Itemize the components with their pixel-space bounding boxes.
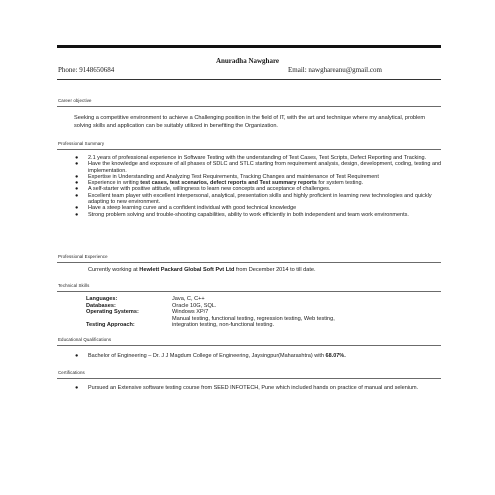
section-rule xyxy=(57,291,441,292)
header-bottom-rule xyxy=(57,79,441,80)
candidate-name: Anuradha Nawghare xyxy=(215,57,280,65)
section-title-technical-skills: Technical Skills xyxy=(58,283,90,288)
bullet-icon: ● xyxy=(75,353,79,359)
bullet-icon: ● xyxy=(75,205,79,212)
section-title-certifications: Certifications xyxy=(58,370,85,375)
section-title-educational-qualifications: Educational Qualifications xyxy=(58,337,112,342)
skills-table xyxy=(86,296,434,329)
summary-item: ● Experience in writing test cases, test scenarios, defect reports and Test summary reports for system testing. xyxy=(75,180,364,187)
education-list xyxy=(62,353,442,359)
summary-item: ● Excellent team player with excellent interpersonal, analytical, presentation skills and highly proficient in learning new technologies and quickly adapting to new environment. xyxy=(75,192,432,206)
section-title-professional-experience: Professional Experience xyxy=(58,254,108,259)
company-name: Hewlett Packard Global Soft Pvt Ltd xyxy=(139,267,235,273)
bullet-icon: ● xyxy=(75,161,79,168)
skill-row: Manual testing, functional testing, regression testing, Web testing, xyxy=(172,315,335,322)
section-rule xyxy=(57,106,441,107)
career-objective-text: Seeking a competitive environment to achieve a Challenging position in the field of IT, with the art and technique where my analytical, problem solving skills and application can be suitably utilized in benefiting the Organization. xyxy=(74,115,426,129)
section-rule xyxy=(57,378,441,379)
bullet-icon: ● xyxy=(75,180,79,187)
bullet-icon: ● xyxy=(75,385,79,391)
bullet-icon: ● xyxy=(75,192,79,199)
experience-text: Currently working at Hewlett Packard Global Soft Pvt Ltd from December 2014 to till date. xyxy=(88,267,316,273)
phone-number: Phone: 9148650684 xyxy=(58,66,115,74)
certification-item: ● Pursued an Extensive software testing course from SEED INFOTECH, Pune which included hands on practice of manual and selenium. xyxy=(75,385,419,391)
bullet-icon: ● xyxy=(75,155,79,161)
skill-row: Testing Approach: integration testing, non-functional testing. xyxy=(86,322,274,329)
summary-item: ● Expertise in Understanding and Analyzing Test Requirements, Tracking Changes and maintenance of Test Requirement xyxy=(75,173,379,180)
section-title-career-objective: Career objective xyxy=(58,98,92,103)
section-title-professional-summary: Professional Summary xyxy=(58,141,105,146)
certification-list xyxy=(62,385,442,391)
summary-list xyxy=(62,155,442,218)
skill-row: Databases: Oracle 10G, SQL. xyxy=(86,302,217,309)
bullet-icon: ● xyxy=(75,173,79,180)
education-item: ● Bachelor of Engineering – Dr. J J Magdum College of Engineering, Jaysingpur(Maharashtra) with 68.07%. xyxy=(75,353,346,359)
summary-item: ● A self-starter with positive attitude, willingness to learn new concepts and acceptance of challenges. xyxy=(75,186,331,193)
section-rule xyxy=(57,345,441,346)
bullet-icon: ● xyxy=(75,186,79,193)
header-top-rule xyxy=(57,45,441,48)
skill-row: Languages: Java, C, C++ xyxy=(86,296,205,302)
skill-row: Operating Systems: Windows XP/7 xyxy=(86,309,209,316)
summary-item: ● Strong problem solving and trouble-shooting capabilities, ability to work efficiently in both independent and team work environments. xyxy=(75,211,409,218)
section-rule xyxy=(57,149,441,150)
summary-item: ● 2.1 years of professional experience in Software Testing with the understanding of Test Cases, Test Scripts, Defect Reporting and Tracking. xyxy=(75,155,427,161)
summary-item: ● Have a steep learning curve and a confident individual with good technical knowledge xyxy=(75,205,297,212)
section-rule xyxy=(57,262,441,263)
bullet-icon: ● xyxy=(75,211,79,218)
email-address: Email: nawghareanu@gmail.com xyxy=(288,66,382,74)
summary-item: ● Have the knowledge and exposure of all phases of SDLC and STLC starting from requirement analysis, design, development, coding, testing and implementation. xyxy=(75,161,442,174)
